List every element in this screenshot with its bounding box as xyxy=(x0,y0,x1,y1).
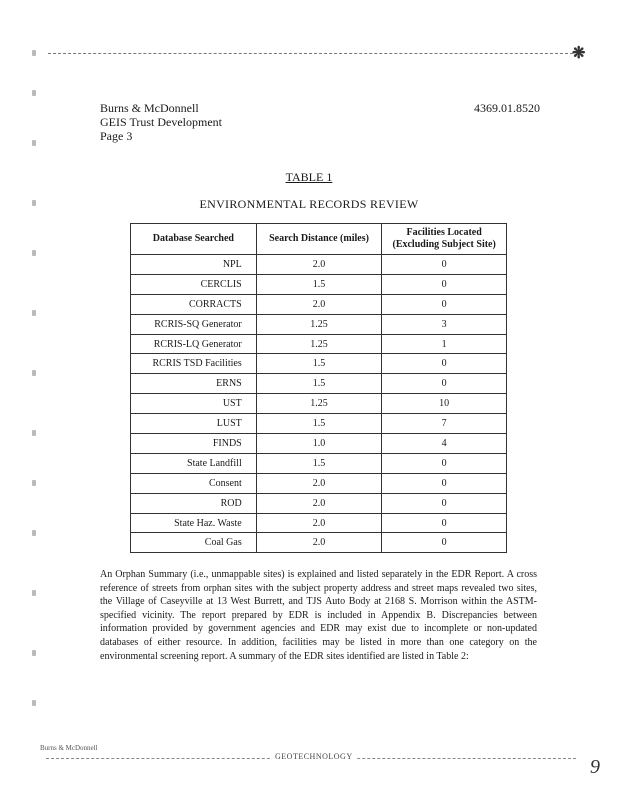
cell-database: Coal Gas xyxy=(131,533,257,553)
table-row xyxy=(131,394,507,414)
scan-edge-marks xyxy=(28,50,42,750)
table-row xyxy=(131,255,507,275)
cell-distance: 1.5 xyxy=(256,414,382,434)
cell-distance: 1.0 xyxy=(256,434,382,454)
table-row xyxy=(131,354,507,374)
table-title: ENVIRONMENTAL RECORDS REVIEW xyxy=(199,197,419,211)
cell-database: RCRIS TSD Facilities xyxy=(131,354,257,374)
cell-distance: 2.0 xyxy=(256,255,382,275)
cell-facilities: 3 xyxy=(382,314,507,334)
cell-database: CERCLIS xyxy=(131,274,257,294)
table-number: TABLE 1 xyxy=(285,170,333,184)
table-row xyxy=(131,334,507,354)
cell-facilities: 0 xyxy=(382,274,507,294)
cell-facilities: 0 xyxy=(382,354,507,374)
cell-facilities: 0 xyxy=(382,513,507,533)
cell-distance: 1.25 xyxy=(256,394,382,414)
column-header-database: Database Searched xyxy=(131,224,257,255)
project-number: 4369.01.8520 xyxy=(474,101,540,115)
header-project: GEIS Trust Development xyxy=(100,115,223,129)
cell-database: LUST xyxy=(131,414,257,434)
cell-facilities: 7 xyxy=(382,414,507,434)
table-row xyxy=(131,493,507,513)
column-header-distance: Search Distance (miles) xyxy=(256,224,382,255)
cell-database: UST xyxy=(131,394,257,414)
header-company: Burns & McDonnell xyxy=(100,101,199,115)
cell-facilities: 0 xyxy=(382,255,507,275)
cell-facilities: 0 xyxy=(382,453,507,473)
cell-database: RCRIS-LQ Generator xyxy=(131,334,257,354)
table-row xyxy=(131,434,507,454)
table-row xyxy=(131,473,507,493)
cell-database: State Landfill xyxy=(131,453,257,473)
cell-distance: 1.5 xyxy=(256,374,382,394)
table-row xyxy=(131,414,507,434)
table-body xyxy=(131,255,507,553)
cell-database: RCRIS-SQ Generator xyxy=(131,314,257,334)
cell-distance: 1.5 xyxy=(256,274,382,294)
cell-distance: 2.0 xyxy=(256,493,382,513)
table-row xyxy=(131,314,507,334)
table-row xyxy=(131,453,507,473)
cell-facilities: 1 xyxy=(382,334,507,354)
cell-distance: 1.5 xyxy=(256,453,382,473)
header-page: Page 3 xyxy=(100,129,133,143)
cell-database: CORRACTS xyxy=(131,294,257,314)
body-paragraph: An Orphan Summary (i.e., unmappable sites) is explained and listed separately in the EDR Report. A cross reference of streets from orphan sites with the subject property address and street maps revealed two sites, the Village of Caseyville at 13 West Burrett, and TJS Auto Body at 2168 S. Morrison within the ASTM-specified vicinity. The report prepared by EDR is included in Appendix B. Discrepancies between information provided by government agencies and EDR may exist due to incomplete or non-updated databases of either resource. In addition, facilities may be listed in more than one category on the environmental screening report. A summary of the EDR sites identified are listed in Table 2: xyxy=(100,569,537,662)
top-rule xyxy=(48,53,573,54)
cell-facilities: 4 xyxy=(382,434,507,454)
letter-header xyxy=(100,101,222,143)
column-header-facilities: Facilities Located (Excluding Subject Site) xyxy=(382,224,507,255)
page-mark: 9 xyxy=(590,756,600,778)
footer-division: GEOTECHNOLOGY xyxy=(272,752,356,761)
cell-facilities: 0 xyxy=(382,374,507,394)
corner-logo-icon: ❋ xyxy=(572,45,586,62)
table-row xyxy=(131,513,507,533)
cell-distance: 2.0 xyxy=(256,294,382,314)
cell-database: ERNS xyxy=(131,374,257,394)
environmental-records-table xyxy=(130,223,507,553)
table-header-row xyxy=(131,224,507,255)
cell-database: FINDS xyxy=(131,434,257,454)
cell-distance: 1.25 xyxy=(256,314,382,334)
table-row xyxy=(131,274,507,294)
table-row xyxy=(131,374,507,394)
cell-distance: 1.5 xyxy=(256,354,382,374)
cell-database: NPL xyxy=(131,255,257,275)
cell-distance: 2.0 xyxy=(256,513,382,533)
table-row xyxy=(131,533,507,553)
cell-database: State Haz. Waste xyxy=(131,513,257,533)
cell-facilities: 0 xyxy=(382,473,507,493)
cell-facilities: 0 xyxy=(382,493,507,513)
cell-distance: 2.0 xyxy=(256,473,382,493)
cell-distance: 1.25 xyxy=(256,334,382,354)
cell-facilities: 0 xyxy=(382,533,507,553)
table-row xyxy=(131,294,507,314)
footer-company: Burns & McDonnell xyxy=(40,744,98,752)
cell-distance: 2.0 xyxy=(256,533,382,553)
cell-facilities: 0 xyxy=(382,294,507,314)
cell-database: ROD xyxy=(131,493,257,513)
cell-database: Consent xyxy=(131,473,257,493)
cell-facilities: 10 xyxy=(382,394,507,414)
